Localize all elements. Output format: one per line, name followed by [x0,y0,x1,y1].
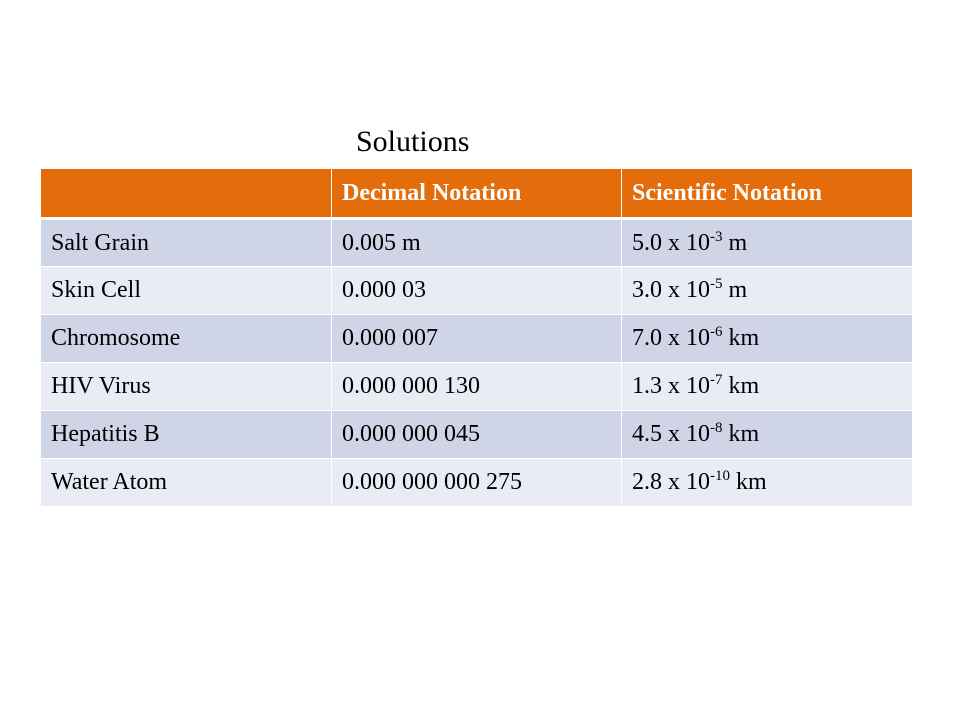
scientific-cell [622,411,913,459]
table-row [41,411,913,459]
sci-exponent: -10 [710,468,730,484]
item-name-cell: Skin Cell [41,267,332,315]
sci-unit: m [722,277,748,303]
solutions-table [40,168,913,507]
sci-base: 2.8 x 10 [632,469,710,495]
sci-base: 4.5 x 10 [632,421,710,447]
header-cell-decimal: Decimal Notation [332,169,622,219]
sci-exponent: -6 [710,324,723,340]
sci-base: 5.0 x 10 [632,229,710,256]
slide-title: Solutions [356,125,470,158]
table-row [41,459,913,507]
decimal-cell: 0.000 000 130 [332,363,622,411]
sci-exponent: -7 [710,372,723,388]
decimal-cell: 0.000 007 [332,315,622,363]
table-row [41,363,913,411]
header-cell-item [41,169,332,219]
item-name-cell: Water Atom [41,459,332,507]
sci-base: 1.3 x 10 [632,373,710,399]
table-row [41,267,913,315]
decimal-cell: 0.000 000 000 275 [332,459,622,507]
sci-base: 7.0 x 10 [632,325,710,351]
sci-unit: km [722,373,760,399]
sci-unit: km [730,469,767,495]
scientific-cell [622,315,913,363]
scientific-cell [622,219,913,267]
sci-exponent: -5 [710,276,723,292]
sci-exponent: -3 [710,228,723,245]
sci-base: 3.0 x 10 [632,277,710,303]
sci-unit: km [722,421,760,447]
sci-unit: km [722,325,760,351]
sci-unit: m [722,229,748,256]
item-name-cell: Hepatitis B [41,411,332,459]
header-cell-scientific: Scientific Notation [622,169,913,219]
decimal-cell: 0.005 m [332,219,622,267]
scientific-cell [622,363,913,411]
decimal-cell: 0.000 03 [332,267,622,315]
item-name-cell: HIV Virus [41,363,332,411]
item-name-cell: Salt Grain [41,219,332,267]
table-row [41,219,913,267]
table-header-row [41,169,913,219]
scientific-cell [622,267,913,315]
table-row [41,315,913,363]
decimal-cell: 0.000 000 045 [332,411,622,459]
scientific-cell [622,459,913,507]
item-name-cell: Chromosome [41,315,332,363]
sci-exponent: -8 [710,420,723,436]
